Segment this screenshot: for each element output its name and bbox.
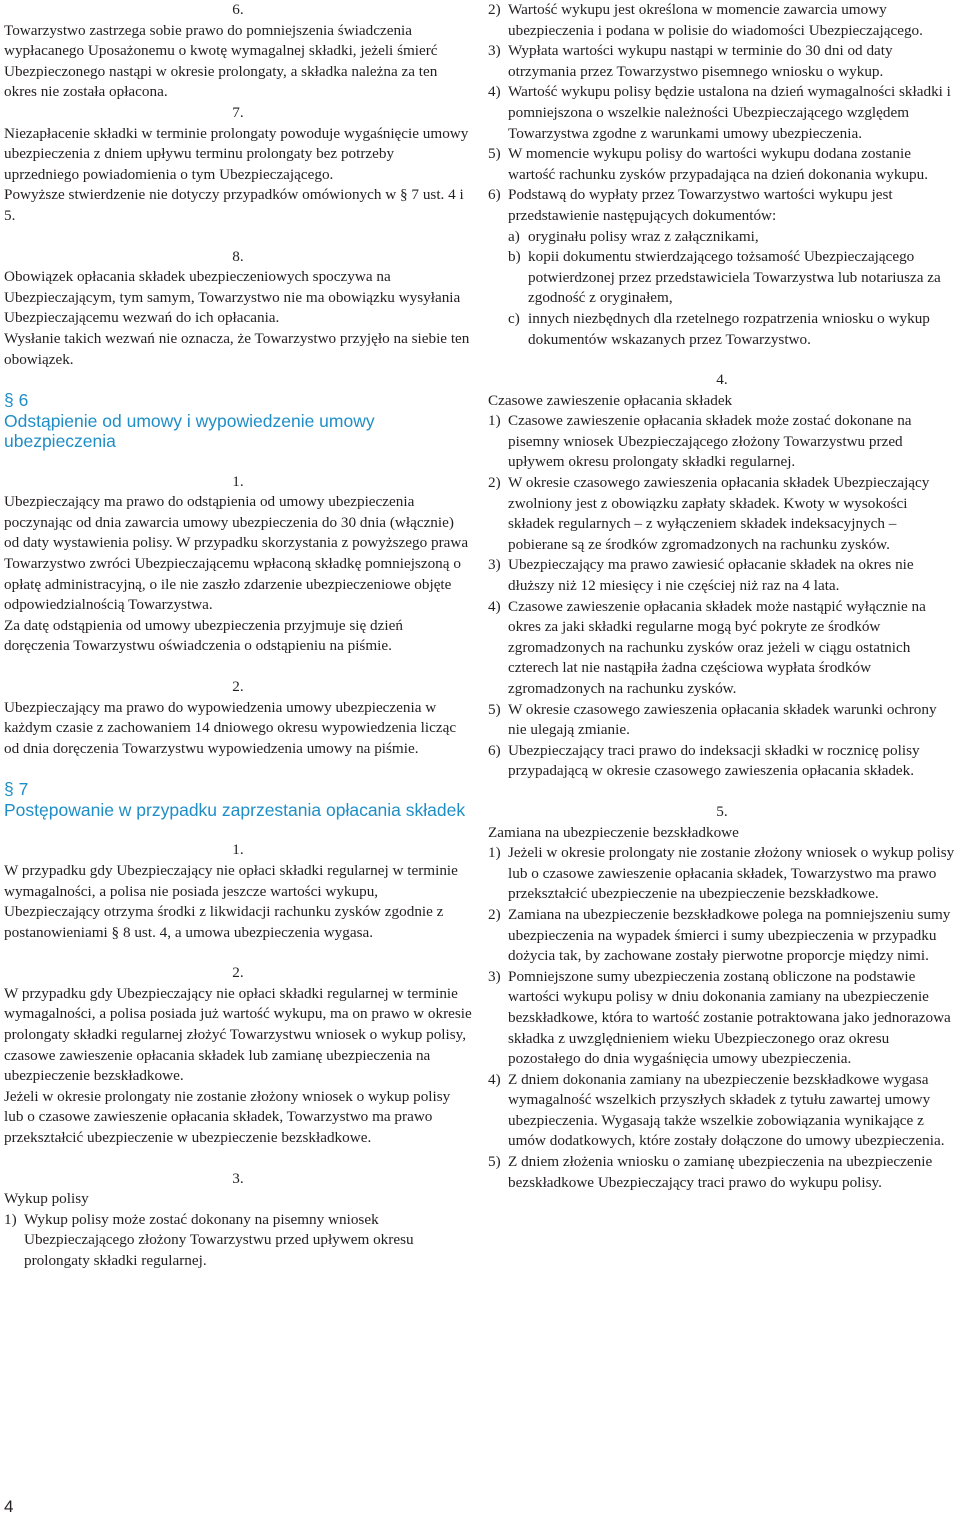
paragraph-text: W przypadku gdy Ubezpieczający nie opłaci składki regularnej w terminie wymagalności, a polisa posiada już wartość wykupu, ma on prawo w okresie prolongaty składki regularnej złożyć Towarzystwu wniosek o wykup polisy, czasowe zawieszenie opłacania składek lub zamianę ubezpieczenia na ubezpieczenie bezskładkowe. bbox=[4, 984, 472, 1085]
paragraph-number: 6. bbox=[232, 1, 244, 18]
list-item bbox=[488, 144, 956, 185]
paragraph-text: Wysłanie takich wezwań nie oznacza, że Towarzystwo przyjęło na siebie ten obowiązek. bbox=[4, 329, 470, 368]
page-number: 4 bbox=[4, 1497, 14, 1516]
list-item bbox=[488, 185, 956, 226]
section-title: Postępowanie w przypadku zaprzestania opłacania składek bbox=[4, 799, 466, 820]
list-text: Wykup polisy może zostać dokonany na pisemny wniosek Ubezpieczającego złożony Towarzystwu przed upływem okresu prolongaty składki regularnej. bbox=[24, 1210, 414, 1269]
list-text: Pomniejszone sumy ubezpieczenia zostaną obliczone na podstawie wartości wykupu polisy w dniu dokonania zamiany na ubezpieczenie bezskładkowe, która to wartość zostanie potraktowana jako jednorazowa składka z uwzględnieniem wieku Ubezpieczonego oraz okresu pozostałego do dnia wygaśnięcia umowy ubezpieczenia. bbox=[508, 967, 951, 1068]
list-label: 4) bbox=[488, 597, 501, 615]
subsection-title: Wykup polisy bbox=[4, 1190, 89, 1208]
list-text: Jeżeli w okresie prolongaty nie zostanie złożony wniosek o wykup polisy lub o czasowe zawieszenie opłacania składek, Towarzystwo ma prawo przekształcić ubezpieczenie na ubezpieczenie bezskładkowe. bbox=[508, 844, 955, 903]
list-item bbox=[4, 1210, 472, 1272]
list-label: 5) bbox=[488, 700, 501, 718]
paragraph-number: 1. bbox=[232, 472, 244, 490]
list-label: 6) bbox=[488, 186, 501, 204]
list-text: W okresie czasowego zawieszenia opłacania składek warunki ochrony nie ulegają zmianie. bbox=[508, 700, 937, 739]
sub-list-item bbox=[488, 227, 956, 248]
list-item bbox=[488, 411, 956, 473]
section-symbol: § 7 bbox=[4, 779, 29, 800]
subsection-title: Zamiana na ubezpieczenie bezskładkowe bbox=[488, 823, 739, 841]
list-label: 2) bbox=[488, 474, 501, 492]
list-text: Wartość wykupu jest określona w momencie zawarcia umowy ubezpieczenia i podana w polisie do wiadomości Ubezpieczającego. bbox=[508, 1, 923, 39]
sub-list-item bbox=[488, 247, 956, 309]
list-text: W momencie wykupu polisy do wartości wykupu dodana zostanie wartość rachunku zysków przypadająca na dzień dokonania wykupu. bbox=[508, 145, 929, 183]
paragraph-number: 2. bbox=[232, 964, 244, 982]
section-symbol: § 6 bbox=[4, 390, 29, 411]
list-item bbox=[488, 1070, 956, 1152]
list-label: 4) bbox=[488, 1070, 501, 1088]
list-label: 1) bbox=[488, 412, 501, 430]
list-item bbox=[488, 41, 956, 82]
subsection-title: Czasowe zawieszenie opłacania składek bbox=[488, 391, 733, 409]
section-title: Odstąpienie od umowy i wypowiedzenie umowy ubezpieczenia bbox=[4, 410, 375, 452]
paragraph-number: 8. bbox=[232, 247, 244, 265]
list-text: Ubezpieczający traci prawo do indeksacji składki w rocznicę polisy przypadającą w okresie czasowego zawieszenia opłacania składek. bbox=[508, 741, 920, 780]
list-item bbox=[488, 905, 956, 967]
paragraph-text: Powyższe stwierdzenie nie dotyczy przypadków omówionych w § 7 ust. 4 i 5. bbox=[4, 186, 464, 224]
paragraph-text: W przypadku gdy Ubezpieczający nie opłaci składki regularnej w terminie wymagalności, a polisa nie posiada jeszcze wartości wykupu, Ubezpieczający otrzyma środki z likwidacji rachunku zysków zgodnie z postanowieniami § 8 ust. 4, a umowa ubezpieczenia wygasa. bbox=[4, 861, 458, 941]
list-text: Wypłata wartości wykupu nastąpi w terminie do 30 dni od daty otrzymania przez Towarzystwo pisemnego wniosku o wykup. bbox=[508, 42, 893, 80]
paragraph-number: 3. bbox=[232, 1169, 244, 1187]
list-label: 3) bbox=[488, 967, 501, 985]
list-label: 3) bbox=[488, 556, 501, 574]
list-label: 2) bbox=[488, 905, 501, 923]
paragraph-text: Niezapłacenie składki w terminie prolongaty powoduje wygaśnięcie umowy ubezpieczenia z dniem upływu terminu prolongaty bez potrzeby uprzedniego powiadomienia o tym Ubezpieczającego. bbox=[4, 124, 469, 183]
list-label: 1) bbox=[4, 1210, 17, 1228]
section-heading-6 bbox=[4, 390, 472, 452]
list-label: 3) bbox=[488, 42, 501, 60]
list-text: Podstawą do wypłaty przez Towarzystwo wartości wykupu jest przedstawienie następujących dokumentów: bbox=[508, 186, 893, 224]
list-text: W okresie czasowego zawieszenia opłacania składek Ubezpieczający zwolniony jest z obowiązku zapłaty składek. Kwoty w wysokości składek regularnych – z wyłączeniem składek indeksacyjnych – pobierane są ze środków zgromadzonych na rachunku zysków. bbox=[508, 474, 930, 553]
list-text: Czasowe zawieszenie opłacania składek może nastąpić wyłącznie na okres za jaki składki regularne mogą być pokryte ze środków zgromadzonych na rachunku zysków oraz jeżeli w ciągu ostatnich czterech lat nie nastąpiła żadna częściowa wypłata środków zgromadzonych na rachunku zysków. bbox=[508, 597, 926, 697]
list-label: 2) bbox=[488, 1, 501, 18]
paragraph-number: 7. bbox=[232, 103, 244, 121]
list-item bbox=[488, 843, 956, 905]
list-item bbox=[488, 82, 956, 144]
list-item bbox=[488, 473, 956, 555]
list-label: 4) bbox=[488, 83, 501, 101]
list-text: Czasowe zawieszenie opłacania składek może zostać dokonane na pisemny wniosek Ubezpieczającego złożony Towarzystwu przed upływem okresu prolongaty składki regularnej. bbox=[508, 412, 912, 471]
list-label: 6) bbox=[488, 741, 501, 759]
zamiana-items-list bbox=[488, 843, 956, 1193]
list-text: Z dniem złożenia wniosku o zamianę ubezpieczenia na ubezpieczenie bezskładkowe Ubezpieczający traci prawo do wykupu polisy. bbox=[508, 1153, 933, 1191]
list-label: 5) bbox=[488, 145, 501, 163]
list-item bbox=[488, 1152, 956, 1193]
list-label: c) bbox=[508, 309, 520, 327]
list-text: Zamiana na ubezpieczenie bezskładkowe polega na pomniejszeniu sumy ubezpieczenia na wypadek śmierci i sumy ubezpieczenia w przypadku dożycia tak, by zachowane zostały pierwotne proporcje między nimi. bbox=[508, 905, 951, 965]
paragraph-text: Obowiązek opłacania składek ubezpieczeniowych spoczywa na Ubezpieczającym, tym samym, Towarzystwo nie ma obowiązku wysyłania Ubezpieczającemu wezwań do ich opłacania. bbox=[4, 268, 461, 327]
list-item bbox=[488, 0, 956, 41]
paragraph-text: Towarzystwo zastrzega sobie prawo do pomniejszenia świadczenia wypłacanego Uposażonemu o kwotę wymagalnej składki, jeżeli śmierć Ubezpieczonego nastąpi w okresie prolongaty, a składka należna za ten okres nie została opłacona. bbox=[4, 21, 438, 101]
right-column bbox=[488, 0, 956, 1193]
list-item bbox=[488, 597, 956, 700]
paragraph-text: Jeżeli w okresie prolongaty nie zostanie złożony wniosek o wykup polisy lub o czasowe zawieszenie opłacania składek, Towarzystwo ma prawo przekształcić ubezpieczenie w ubezpieczenie bezskładkowe. bbox=[4, 1087, 451, 1147]
sub-list-item bbox=[488, 309, 956, 350]
list-label: b) bbox=[508, 248, 521, 266]
list-text: Z dniem dokonania zamiany na ubezpieczenie bezskładkowe wygasa wymagalność wszelkich przyszłych składek z tytułu zawartej umowy ubezpieczenia. Wygasają także wszelkie zobowiązania wynikające z umów dodatkowych, które zostały dołączone do umowy ubezpieczenia. bbox=[508, 1070, 945, 1150]
list-label: 1) bbox=[488, 844, 501, 862]
list-item bbox=[488, 741, 956, 782]
list-item bbox=[488, 700, 956, 741]
paragraph-number: 1. bbox=[232, 841, 244, 859]
list-text: oryginału polisy wraz z załącznikami, bbox=[528, 227, 759, 245]
list-item bbox=[488, 967, 956, 1070]
paragraph-text: Ubezpieczający ma prawo do wypowiedzenia umowy ubezpieczenia w każdym czasie z zachowaniem 14 dniowego okresu wypowiedzenia licząc od dnia doręczenia Towarzystwu wypowiedzenia umowy na piśmie. bbox=[4, 698, 457, 757]
list-item bbox=[488, 555, 956, 596]
zawieszenie-items-list bbox=[488, 411, 956, 782]
paragraph-text: Ubezpieczający ma prawo do odstąpienia od umowy ubezpieczenia poczynając od dnia zawarcia umowy ubezpieczenia do 30 dnia (włącznie) od daty wystawienia polisy. W przypadku skorzystania z powyższego prawa Towarzystwo zwróci Ubezpieczającemu wpłaconą składkę pomniejszoną o opłatę administracyjną, o ile nie zaszło zdarzenie ubezpieczeniowe objęte odpowiedzialnością Towarzystwa. bbox=[4, 493, 469, 614]
paragraph-number: 5. bbox=[716, 802, 728, 820]
section-heading-7 bbox=[4, 779, 472, 820]
list-label: 5) bbox=[488, 1153, 501, 1171]
list-text: Ubezpieczający ma prawo zawiesić opłacanie składek na okres nie dłuższy niż 12 miesięcy i nie częściej niż raz na 4 lata. bbox=[508, 556, 914, 595]
wykup-items-list bbox=[488, 0, 956, 350]
paragraph-number: 2. bbox=[232, 677, 244, 695]
list-text: kopii dokumentu stwierdzającego tożsamość Ubezpieczającego potwierdzonej przez przedstawiciela Towarzystwa lub notariusza za zgodność z oryginałem, bbox=[528, 248, 941, 307]
paragraph-text: Za datę odstąpienia od umowy ubezpieczenia przyjmuje się dzień doręczenia Towarzystwu oświadczenia o odstąpieniu na piśmie. bbox=[4, 616, 403, 655]
list-text: Wartość wykupu polisy będzie ustalona na dzień wymagalności składki i pomniejszona o wszelkie należności Ubezpieczającego względem Towarzystwa zgodne z warunkami umowy ubezpieczenia. bbox=[508, 83, 951, 142]
left-column bbox=[4, 0, 472, 1272]
paragraph-number: 4. bbox=[716, 371, 728, 389]
list-label: a) bbox=[508, 227, 520, 245]
list-text: innych niezbędnych dla rzetelnego rozpatrzenia wniosku o wykup dokumentów wskazanych przez Towarzystwo. bbox=[528, 309, 930, 348]
